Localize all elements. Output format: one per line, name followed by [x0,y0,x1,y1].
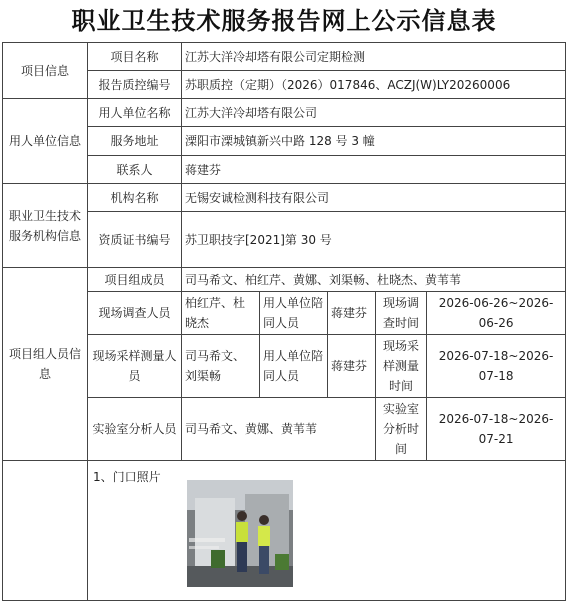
entrance-photo [187,480,293,587]
cert-no-value: 苏卫职技字[2021]第 30 号 [182,212,566,268]
lab-time-value: 2026-07-18~2026-07-21 [427,398,566,461]
agency-name-label: 机构名称 [88,184,182,212]
survey-staff-value: 柏红芹、杜晓杰 [182,292,260,335]
report-no-value: 苏职质控（定期）（2026）017846、ACZJ(W)LY20260006 [182,71,566,99]
agency-name-value: 无锡安诚检测科技有限公司 [182,184,566,212]
survey-accompany-value: 蒋建芬 [328,292,376,335]
sampling-staff-label: 现场采样测量人员 [88,335,182,398]
service-address-value: 溧阳市溧城镇新兴中路 128 号 3 幢 [182,127,566,156]
page-title: 职业卫生技术服务报告网上公示信息表 [71,6,497,35]
sampling-time-label: 现场采样测量时间 [376,335,427,398]
photo-section [88,461,566,601]
service-address-label: 服务地址 [88,127,182,156]
members-value: 司马希文、柏红芹、黄娜、刘渠畅、杜晓杰、黄苇苇 [182,268,566,292]
project-name-value: 江苏大洋冷却塔有限公司定期检测 [182,43,566,71]
project-name-label: 项目名称 [88,43,182,71]
survey-staff-label: 现场调查人员 [88,292,182,335]
lab-staff-value: 司马希文、黄娜、黄苇苇 [182,398,376,461]
employer-name-label: 用人单位名称 [88,99,182,127]
lab-staff-label: 实验室分析人员 [88,398,182,461]
cert-no-label: 资质证书编号 [88,212,182,268]
photo-group-label [3,461,88,601]
sampling-time-value: 2026-07-18~2026-07-18 [427,335,566,398]
employer-name-value: 江苏大洋冷却塔有限公司 [182,99,566,127]
lab-time-label: 实验室分析时间 [376,398,427,461]
photo-item-label: 1、门口照片 [93,470,161,484]
entrance-photo-image [187,480,293,587]
members-label: 项目组成员 [88,268,182,292]
sampling-accompany-value: 蒋建芬 [328,335,376,398]
survey-accompany-label: 用人单位陪同人员 [260,292,328,335]
personnel-group-label: 项目组人员信息 [3,268,88,461]
sampling-staff-value: 司马希文、刘渠畅 [182,335,260,398]
survey-time-label: 现场调查时间 [376,292,427,335]
employer-info-group-label: 用人单位信息 [3,99,88,184]
project-info-group-label: 项目信息 [3,43,88,99]
agency-info-group-label: 职业卫生技术服务机构信息 [3,184,88,268]
sampling-accompany-label: 用人单位陪同人员 [260,335,328,398]
report-no-label: 报告质控编号 [88,71,182,99]
contact-value: 蒋建芬 [182,156,566,184]
contact-label: 联系人 [88,156,182,184]
survey-time-value: 2026-06-26~2026-06-26 [427,292,566,335]
